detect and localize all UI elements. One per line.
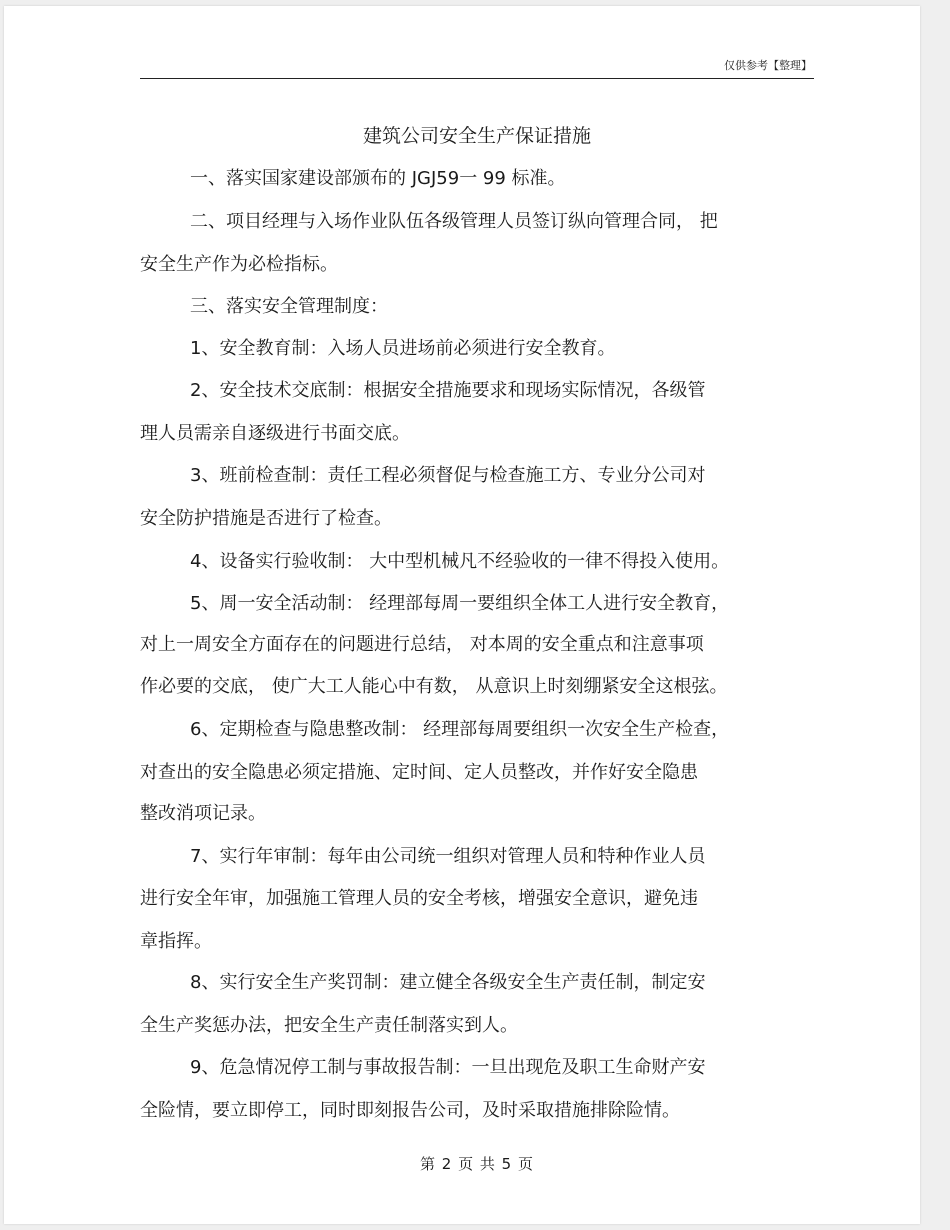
body-line: 对上一周安全方面存在的问题进行总结， 对本周的安全重点和注意事项 — [140, 634, 704, 655]
body-line: 章指挥。 — [140, 931, 212, 952]
body-line: 1、安全教育制：入场人员进场前必须进行安全教育。 — [190, 338, 616, 359]
body-line: 5、周一安全活动制： 经理部每周一要组织全体工人进行安全教育， — [190, 593, 730, 614]
body-line: 3、班前检查制：责任工程必须督促与检查施工方、专业分公司对 — [190, 465, 706, 486]
body-line: 作必要的交底， 使广大工人能心中有数， 从意识上时刻绷紧安全这根弦。 — [140, 676, 728, 697]
body-line: 进行安全年审，加强施工管理人员的安全考核，增强安全意识，避免违 — [140, 888, 698, 909]
document-title: 建筑公司安全生产保证措施 — [362, 125, 591, 147]
document-page — [4, 6, 920, 1224]
body-line: 安全防护措施是否进行了检查。 — [140, 508, 392, 529]
body-line: 2、安全技术交底制：根据安全措施要求和现场实际情况，各级管 — [190, 380, 706, 401]
header-note: 仅供参考【整理】 — [724, 59, 812, 72]
body-line: 7、实行年审制：每年由公司统一组织对管理人员和特种作业人员 — [190, 846, 706, 867]
body-line: 全险情，要立即停工，同时即刻报告公司，及时采取措施排除险情。 — [140, 1100, 680, 1121]
header-divider — [140, 78, 814, 79]
body-line: 整改消项记录。 — [140, 803, 266, 824]
body-line: 全生产奖惩办法，把安全生产责任制落实到人。 — [140, 1015, 518, 1036]
body-line: 9、危急情况停工制与事故报告制：一旦出现危及职工生命财产安 — [190, 1057, 706, 1078]
body-line: 一、落实国家建设部颁布的 JGJ59一 99 标准。 — [190, 168, 566, 189]
body-line: 8、实行安全生产奖罚制：建立健全各级安全生产责任制，制定安 — [190, 972, 706, 993]
body-line: 对查出的安全隐患必须定措施、定时间、定人员整改，并作好安全隐患 — [140, 762, 698, 783]
body-line: 理人员需亲自逐级进行书面交底。 — [140, 423, 410, 444]
body-line: 4、设备实行验收制： 大中型机械凡不经验收的一律不得投入使用。 — [190, 551, 730, 572]
page-number-footer: 第 2 页 共 5 页 — [420, 1155, 534, 1173]
body-line: 二、项目经理与入场作业队伍各级管理人员签订纵向管理合同， 把 — [190, 211, 718, 232]
body-line: 6、定期检查与隐患整改制： 经理部每周要组织一次安全生产检查， — [190, 719, 730, 740]
body-line: 三、落实安全管理制度： — [190, 296, 388, 317]
body-line: 安全生产作为必检指标。 — [140, 254, 338, 275]
